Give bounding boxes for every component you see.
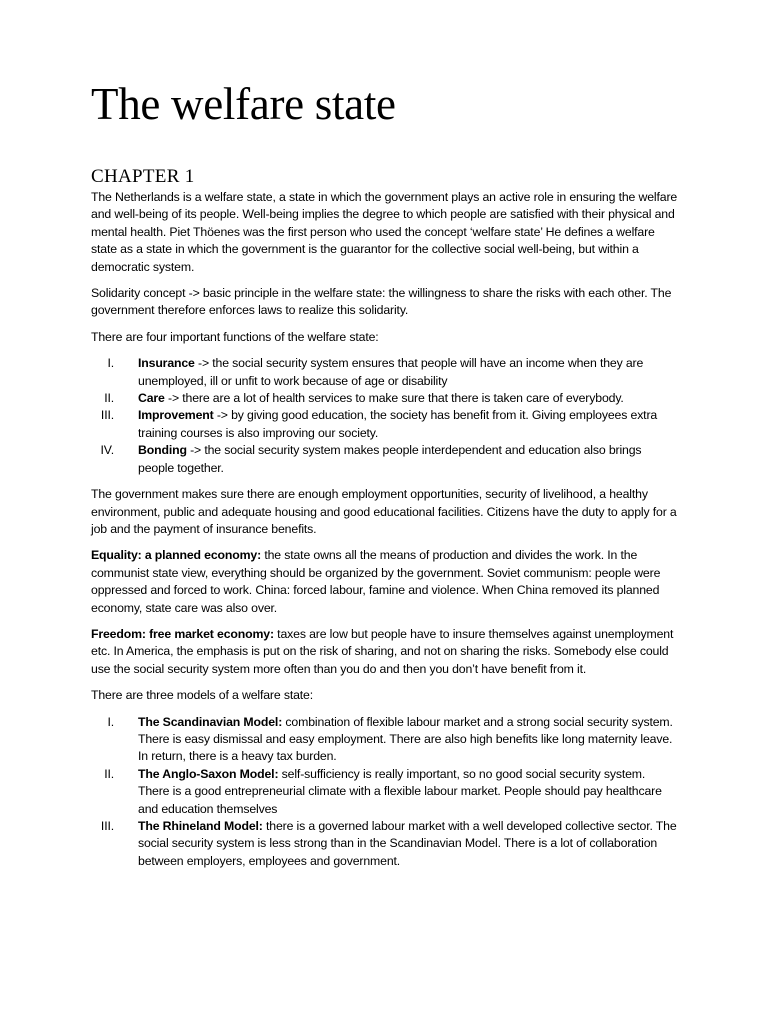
- freedom-term: Freedom: free market economy:: [91, 626, 274, 641]
- equality-term: Equality: a planned economy:: [91, 548, 262, 563]
- government-paragraph: The government makes sure there are enough employment opportunities, security of livelihood, a healthy environment, public and adequate housing and good educational facilities. Citizens have the duty to apply for a job and the payment of insurance benefits.: [91, 487, 677, 536]
- list-item-number: IV.: [100, 443, 114, 458]
- list-item: [91, 355, 679, 390]
- list-item-text: -> the social security system ensures that people will have an income when they are unemployed, ill or unfit to work because of age or disability: [138, 356, 644, 388]
- list-item-term: Care: [138, 391, 165, 406]
- list-item-term: The Scandinavian Model:: [138, 714, 283, 729]
- list-item-text: -> by giving good education, the society has benefit from it. Giving employees extra training courses is also improving our society.: [138, 408, 658, 440]
- list-item-term: Bonding: [138, 443, 187, 458]
- document-title: The welfare state: [91, 79, 396, 129]
- list-item: [91, 390, 679, 407]
- list-item-number: III.: [100, 408, 114, 423]
- list-item-number: II.: [104, 766, 114, 781]
- functions-list: [91, 355, 679, 477]
- list-item-text: there is a governed labour market with a well developed collective sector. The social security system is less strong than in the Scandinavian Model. There is a lot of collaboration between employers, employees and government.: [138, 819, 677, 868]
- list-item-text: -> there are a lot of health services to make sure that there is taken care of everybody.: [164, 391, 624, 406]
- list-item: [91, 714, 679, 766]
- list-item-term: The Anglo-Saxon Model:: [138, 766, 279, 781]
- list-item: [91, 442, 679, 477]
- list-item-number: I.: [107, 356, 114, 371]
- list-item-text: -> the social security system makes people interdependent and education also brings people together.: [138, 443, 642, 475]
- functions-intro: There are four important functions of the welfare state:: [91, 329, 379, 344]
- list-item-number: III.: [100, 819, 114, 833]
- equality-text: the state owns all the means of production and divides the work. In the communist state view, everything should be organized by the government. Soviet communism: people were oppressed and forced to work. China: forced labour, famine and violence. When China removed its planned economy, state care was also over.: [91, 548, 661, 615]
- document-page: [91, 79, 679, 870]
- list-item-term: Insurance: [138, 356, 195, 371]
- list-item-text: self-sufficiency is really important, so no good social security system. There is a good entrepreneurial climate with a flexible labour market. People should pay healthcare and education themselves: [138, 766, 662, 816]
- solidarity-paragraph: Solidarity concept -> basic principle in the welfare state: the willingness to share the risks with each other. The government therefore enforces laws to realize this solidarity.: [91, 286, 672, 318]
- list-item: [91, 818, 679, 870]
- intro-paragraph: The Netherlands is a welfare state, a state in which the government plays an active role in ensuring the welfare and well-being of its people. Well-being implies the degree to which people are satisfied with their physical and mental health. Piet Thöenes was the first person who used the concept ‘welfare state’ He defines a welfare state as a state in which the government is the guarantor for the collective social well-being, but within a democratic system.: [91, 190, 678, 274]
- list-item-term: Improvement: [138, 408, 214, 423]
- freedom-paragraph: [91, 626, 679, 678]
- list-item: [91, 766, 679, 818]
- equality-paragraph: [91, 547, 679, 617]
- list-item-number: I.: [107, 714, 114, 729]
- models-intro: There are three models of a welfare state:: [91, 688, 313, 703]
- document-body: [91, 189, 679, 870]
- list-item: [91, 407, 679, 442]
- list-item-number: II.: [104, 391, 114, 406]
- list-item-term: The Rhineland Model:: [138, 819, 263, 833]
- chapter-heading: CHAPTER 1: [91, 166, 195, 187]
- freedom-text: taxes are low but people have to insure themselves against unemployment etc. In America, the emphasis is put on the risk of sharing, and not on sharing the risks. Somebody else could use the social security system more often than you do and then you don’t have benefit from it.: [91, 626, 674, 676]
- list-item-text: combination of flexible labour market and a strong social security system. There is easy dismissal and easy employment. There are also high benefits like long maternity leave. In return, there is a heavy tax burden.: [138, 714, 673, 764]
- models-list: [91, 714, 679, 871]
